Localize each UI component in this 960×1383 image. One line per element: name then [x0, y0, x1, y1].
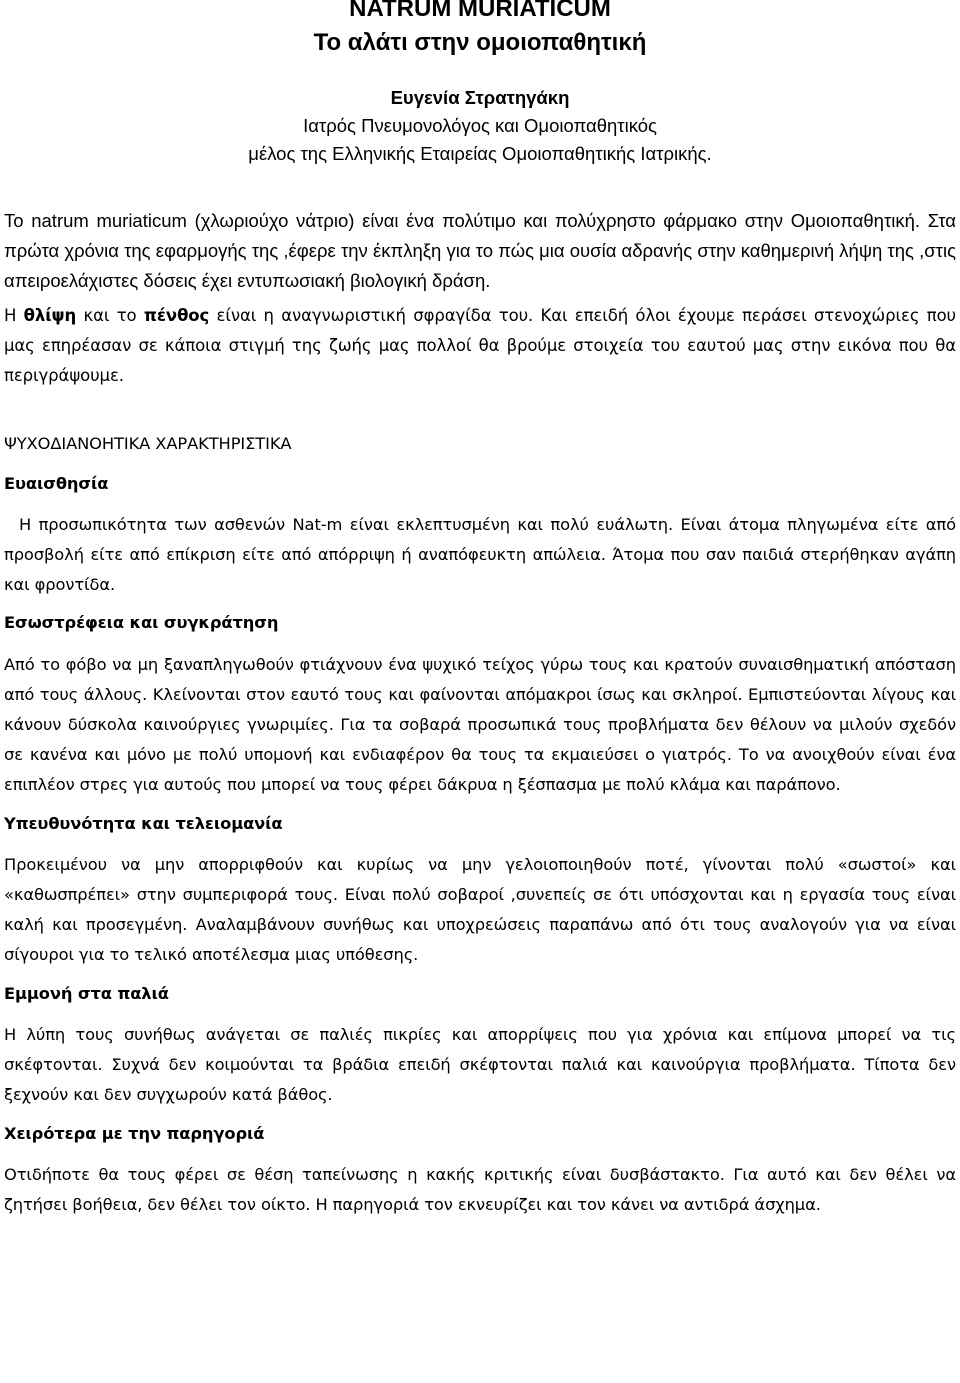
document-title	[4, 0, 956, 60]
paragraph-obsession-past: Η λύπη τους συνήθως ανάγεται σε παλιές πικρίες και απορρίψεις που για χρόνια και επίμονα μπορεί να τις σκέφτονται. Συχνά δεν κοιμούνται τα βράδια επειδή σκέφτονται παλιά και καινούργια προβλήματα. Τίποτα δεν ξεχνούν και δεν συγχωρούν κατά βάθος.	[4, 1025, 956, 1104]
title-line-2: Το αλάτι στην ομοιοπαθητική	[313, 29, 647, 56]
heading-sensitivity: Ευαισθησία	[4, 474, 109, 493]
author-name: Ευγενία Στρατηγάκη	[390, 87, 570, 108]
paragraph-sensitivity-text: Η προσωπικότητα των ασθενών Nat-m είναι εκλεπτυσμένη και πολύ ευάλωτη. Είναι άτομα πληγωμένα είτε από προσβολή είτε από επίκριση είτε από απόρριψη ή αναπόφευκτη απώλεια. Άτομα που σαν παιδιά στερήθηκαν αγάπη και φροντίδα.	[4, 515, 956, 594]
heading-worse-consolation: Χειρότερα με την παρηγοριά	[4, 1124, 265, 1143]
indent	[4, 515, 19, 534]
intro-p2-bold-mourning: πένθος	[143, 306, 210, 325]
title-line-1: NATRUM MURIATICUM	[349, 0, 611, 22]
section-title: ΨΥΧΟΔΙΑΝΟΗΤΙΚΑ ΧΑΡΑΚΤΗΡΙΣΤΙΚΑ	[4, 434, 292, 453]
intro-p2-bold-grief: θλίψη	[23, 306, 77, 325]
paragraph-worse-consolation: Οτιδήποτε θα τους φέρει σε θέση ταπείνωσης η κακής κριτικής είναι δυσβάστακτο. Για αυτό και δεν θέλει να ζητήσει βοήθεια, δεν θέλει τον οίκτο. Η παρηγοριά τον εκνευρίζει και τον κάνει να αντιδρά άσχημα.	[4, 1165, 956, 1214]
intro-paragraph-1: Το natrum muriaticum (χλωριούχο νάτριο) είναι ένα πολύτιμο και πολύχρηστο φάρμακο στην Ομοιοπαθητική. Στα πρώτα χρόνια της εφαρμογής της ,έφερε την έκπληξη για το πώς μια ουσία αδρανής στην καθημερινή λήψη της ,στις απειροελάχιστες δόσεις έχει εντυπωσιακή βιολογική δράση.	[4, 210, 956, 291]
intro-p2-text-d: είναι η αναγνωριστική σφραγίδα του. Και επειδή όλοι έχουμε περάσει στενοχώριες που μας επηρέασαν σε κάποια στιγμή της ζωής μας πολλοί θα βρούμε στοιχεία του εαυτού μας στην εικόνα που θα περιγράψουμε.	[4, 306, 957, 385]
heading-introversion: Εσωστρέφεια και συγκράτηση	[4, 613, 279, 632]
paragraph-sensitivity	[4, 510, 956, 600]
author-membership: μέλος της Ελληνικής Εταιρείας Ομοιοπαθητικής Ιατρικής.	[248, 143, 712, 164]
heading-obsession-past: Εμμονή στα παλιά	[4, 984, 169, 1003]
intro-p2-text-a: Η	[4, 306, 24, 325]
author-block	[4, 84, 956, 168]
author-role: Ιατρός Πνευμονολόγος και Ομοιοπαθητικός	[303, 115, 657, 136]
intro-paragraph-2	[4, 301, 956, 391]
paragraph-perfectionism: Προκειμένου να μην απορριφθούν και κυρίως να μην γελοιοποιηθούν ποτέ, γίνονται πολύ «σωστοί» και «καθωσπρέπει» στην συμπεριφορά τους. Είναι πολύ σοβαροί ,συνεπείς σε ότι υπόσχονται και η εργασία τους είναι καλή και προσεγμένη. Αναλαμβάνουν συνήθως και υποχρεώσεις παραπάνω από ότι τους αναλογούν για να είναι σίγουροι για το τελικό αποτέλεσμα μιας υπόθεσης.	[4, 855, 956, 964]
paragraph-introversion: Από το φόβο να μη ξαναπληγωθούν φτιάχνουν ένα ψυχικό τείχος γύρω τους και κρατούν συναισθηματική απόσταση από τους άλλους. Κλείνονται στον εαυτό τους και φαίνονται απόμακροι ίσως και σκληροί. Εμπιστεύονται λίγους και κάνουν δύσκολα καινούργιες γνωριμίες. Για τα σοβαρά προσωπικά τους προβλήματα δεν θέλουν να μιλούν σχεδόν σε κανένα και μόνο με πολύ υπομονή και ενδιαφέρον θα τους τα εκμαιεύσει ο γιατρός. Το να ανοιχθούν είναι ένα επιπλέον στρες για αυτούς που μπορεί να τους φέρει δάκρυα η ξέσπασμα με πολύ κλάμα και παράπονο.	[4, 655, 956, 794]
heading-perfectionism: Υπευθυνότητα και τελειομανία	[4, 814, 283, 833]
intro-p2-text-c: και το	[76, 306, 144, 325]
